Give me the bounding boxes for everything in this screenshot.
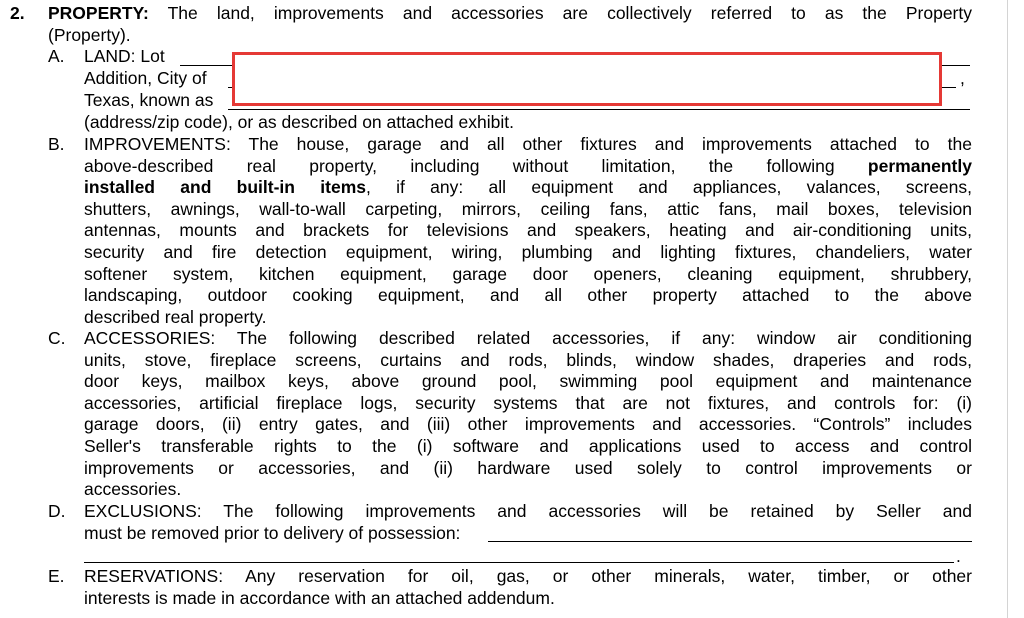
- improvements-letter: B.: [48, 134, 65, 154]
- redaction-box: [232, 52, 942, 106]
- reservations-line-2: interests is made in accordance with an attached addendum.: [84, 587, 555, 608]
- page-edge-line: [1007, 0, 1008, 618]
- improvements-line: shutters, awnings, wall-to-wall carpeting, mirrors, ceiling fans, attic fans, mail boxes, television: [84, 198, 972, 219]
- section-number: 2.: [10, 3, 25, 23]
- improvements-line: above-described real property, including without limitation, the following permanently: [84, 155, 972, 176]
- accessories-line: accessories, artificial fireplace logs, security systems that are not fixtures, and controls for: (i): [84, 392, 972, 413]
- land-letter: A.: [48, 46, 65, 66]
- accessories-letter: C.: [48, 328, 66, 348]
- intro-line-1: PROPERTY: The land, improvements and accessories are collectively referred to as the Property: [48, 3, 972, 23]
- land-line-1: LAND: Lot: [84, 46, 165, 66]
- reservations-paragraph: [84, 566, 972, 609]
- section-heading: PROPERTY:: [48, 3, 149, 23]
- section-intro: [48, 3, 972, 46]
- exclusions-letter: D.: [48, 501, 66, 521]
- reservations-line-1: RESERVATIONS: Any reservation for oil, gas, or other minerals, water, timber, or other: [84, 566, 972, 586]
- exclusions-period: .: [956, 546, 961, 566]
- accessories-line: accessories.: [84, 479, 182, 500]
- accessories-line: door keys, mailbox keys, above ground pool, swimming pool equipment and maintenance: [84, 371, 972, 392]
- accessories-line: units, stove, fireplace screens, curtains and rods, blinds, window shades, draperies and rods,: [84, 349, 972, 370]
- accessories-paragraph: [84, 328, 972, 501]
- improvements-line: security and fire detection equipment, wiring, plumbing and lighting fixtures, chandeliers, water: [84, 241, 972, 262]
- land-line-4: (address/zip code), or as described on attached exhibit.: [84, 112, 514, 132]
- accessories-line: Seller's transferable rights to the (i) software and applications used to access and control: [84, 435, 972, 456]
- land-line-3: Texas, known as: [84, 90, 214, 110]
- improvements-line: landscaping, outdoor cooking equipment, and all other property attached to the above: [84, 285, 972, 306]
- land-comma: ,: [960, 68, 965, 88]
- exclusions-line-2: must be removed prior to delivery of possession:: [84, 522, 461, 543]
- exclusions-blank-field-1[interactable]: [488, 541, 972, 542]
- improvements-line: antennas, mounts and brackets for televisions and speakers, heating and air-conditioning units,: [84, 220, 972, 241]
- accessories-line: ACCESSORIES: The following described related accessories, if any: window air conditioning: [84, 328, 972, 348]
- reservations-letter: E.: [48, 566, 65, 586]
- accessories-line: improvements or accessories, and (ii) hardware used solely to control improvements or: [84, 457, 972, 478]
- improvements-paragraph: [84, 134, 972, 328]
- exclusions-line-1: EXCLUSIONS: The following improvements and accessories will be retained by Seller and: [84, 501, 972, 521]
- improvements-line: installed and built-in items, if any: all equipment and appliances, valances, screens,: [84, 177, 973, 198]
- exclusions-paragraph: [84, 501, 972, 544]
- improvements-line: described real property.: [84, 306, 267, 327]
- accessories-line: garage doors, (ii) entry gates, and (iii) other improvements and accessories. “Controls” includes: [84, 414, 972, 435]
- improvements-line: IMPROVEMENTS: The house, garage and all other fixtures and improvements attached to the: [84, 134, 972, 154]
- land-line-2: Addition, City of: [84, 68, 207, 88]
- improvements-line: softener system, kitchen equipment, garage door openers, cleaning equipment, shrubbery,: [84, 263, 972, 284]
- exclusions-blank-field-2[interactable]: [84, 562, 954, 563]
- address-blank-field[interactable]: [228, 109, 970, 110]
- intro-line-2: (Property).: [48, 24, 131, 45]
